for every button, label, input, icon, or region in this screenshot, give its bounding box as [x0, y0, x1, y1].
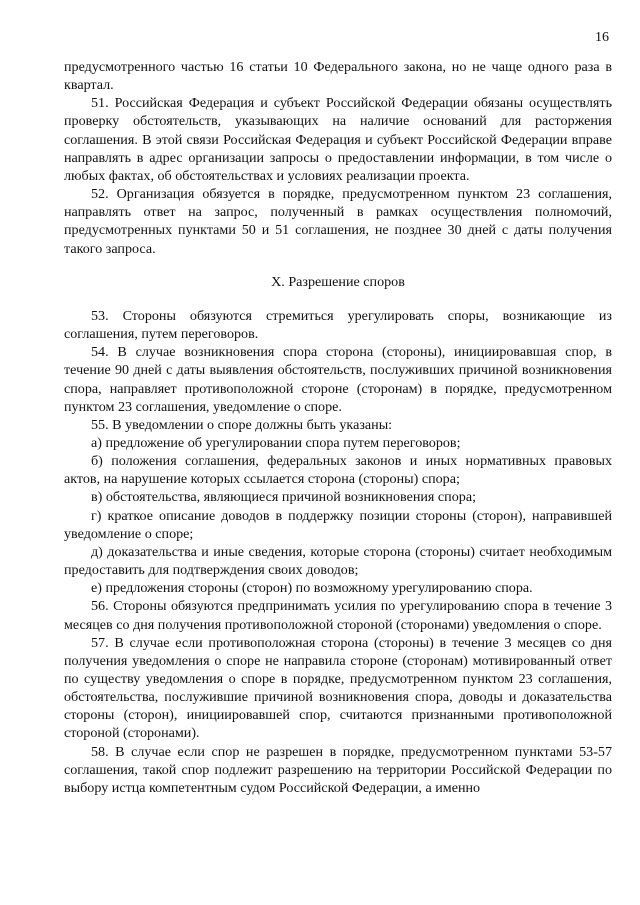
list-item-g: г) краткое описание доводов в поддержку позиции стороны (сторон), направившей уведомление о споре;: [64, 507, 612, 542]
paragraph-53: 53. Стороны обязуются стремиться урегулировать споры, возникающие из соглашения, путем переговоров.: [64, 307, 612, 343]
paragraph-58: 58. В случае если спор не разрешен в порядке, предусмотренном пунктами 53-57 соглашения, такой спор подлежит разрешению на территории Российской Федерации по выбору истца компетентным судом Российской Федерации, а именно: [64, 743, 612, 796]
paragraph-51: 51. Российская Федерация и субъект Российской Федерации обязаны осуществлять проверку обстоятельств, указывающих на наличие оснований для расторжения соглашения. В этой связи Российская Федерация и субъект Российской Федерации вправе направлять в адрес организации запросы о предоставлении информации, в том числе о любых фактах, об обстоятельствах и условиях реализации проекта.: [64, 95, 612, 184]
paragraph-continuation: предусмотренного частью 16 статьи 10 Федерального закона, но не чаще одного раза в квартал.: [64, 59, 612, 94]
section-title: X. Разрешение споров: [271, 273, 405, 290]
page-number: 16: [595, 30, 609, 45]
list-item-a: а) предложение об урегулировании спора путем переговоров;: [91, 434, 461, 451]
list-item-d: д) доказательства и иные сведения, которые сторона (стороны) считает необходимым предоставить для подтверждения своих доводов;: [64, 543, 612, 579]
list-item-e: е) предложения стороны (сторон) по возможному урегулированию спора.: [91, 580, 533, 597]
paragraph-52: 52. Организация обязуется в порядке, предусмотренном пунктом 23 соглашения, направлять ответ на запрос, полученный в рамках осуществления полномочий, предусмотренных пунктами 50 и 51 соглашения, не позднее 30 дней с даты получения такого запроса.: [64, 186, 612, 257]
paragraph-55: 55. В уведомлении о споре должны быть указаны:: [91, 416, 393, 433]
list-item-v: в) обстоятельства, являющиеся причиной возникновения спора;: [91, 489, 476, 506]
paragraph-54: 54. В случае возникновения спора сторона (стороны), инициировавшая спор, в течение 90 дней с даты выявления обстоятельств, послуживших причиной возникновения спора, направляет противоположной стороне (сторонам) в порядке, предусмотренном пунктом 23 соглашения, уведомление о споре.: [64, 344, 612, 415]
paragraph-56: 56. Стороны обязуются предпринимать усилия по урегулированию спора в течение 3 месяцев со дня получения противоположной стороной (сторонами) уведомления о споре.: [64, 598, 612, 633]
paragraph-57: 57. В случае если противоположная сторона (стороны) в течение 3 месяцев со дня получения уведомления о споре не направила стороне (сторонам) мотивированный ответ по существу уведомления о споре в порядке, предусмотренном пунктом 23 соглашения, обстоятельства, послужившие причиной возникновения спора, доводы и доказательства стороны (сторон), инициировавшей спор, считаются признанными противоположной стороной (сторонами).: [64, 634, 612, 742]
list-item-b: б) положения соглашения, федеральных законов и иных нормативных правовых актов, на нарушение которых ссылается сторона (стороны) спора;: [64, 453, 612, 488]
document-body: [64, 58, 612, 797]
